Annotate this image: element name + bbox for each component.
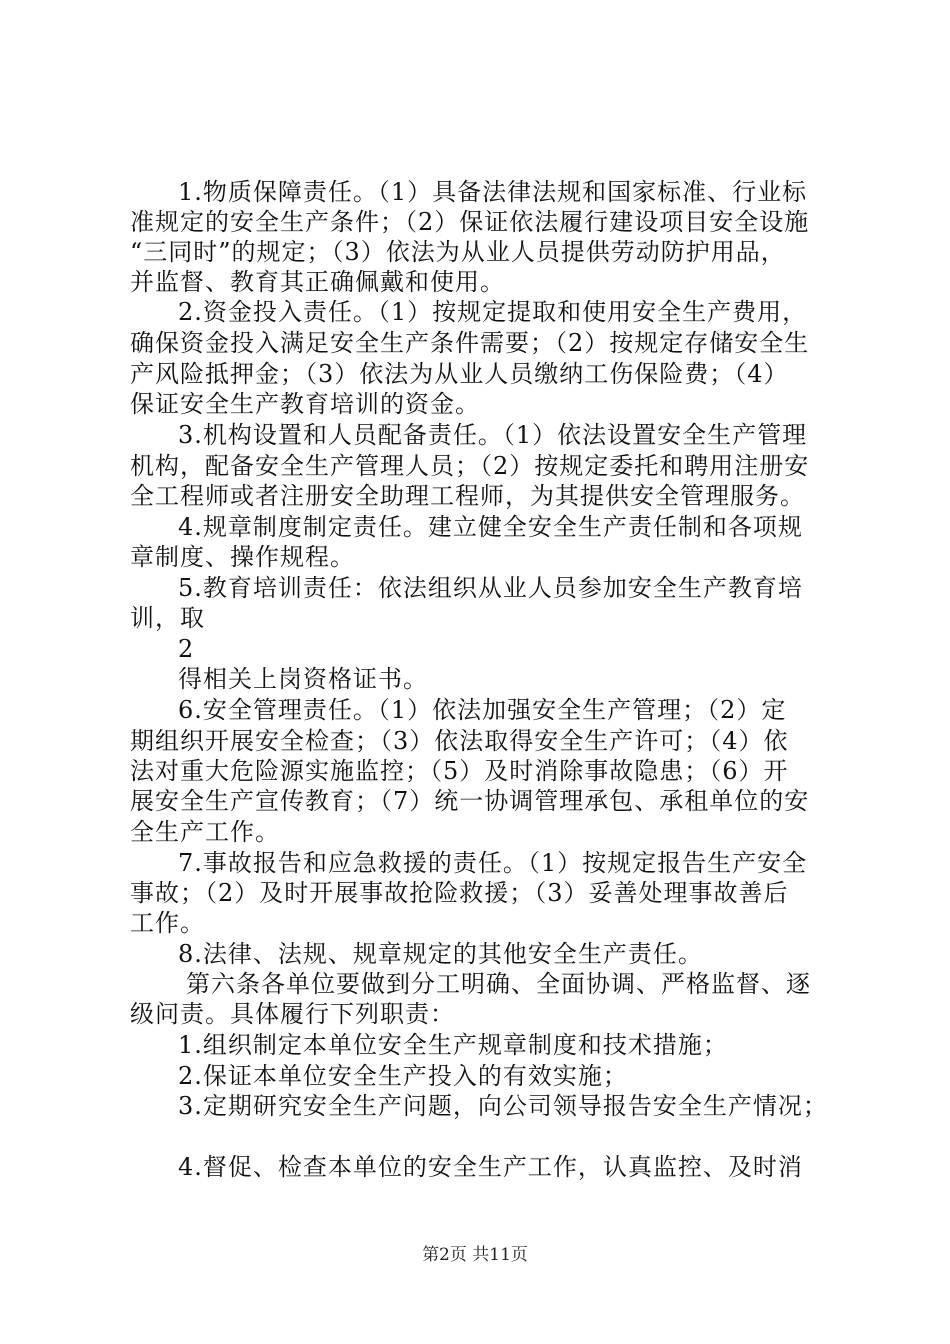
text-line: 章制度、操作规程。 [130,543,355,571]
text-line: 展安全生产宣传教育；（7）统一协调管理承包、承租单位的安 [130,787,810,815]
text-line: 4.规章制度制定责任。建立健全安全生产责任制和各项规 [178,513,803,541]
text-line: 全工程师或者注册安全助理工程师，为其提供安全管理服务。 [130,482,805,510]
text-line: 确保资金投入满足安全生产条件需要；（2）按规定存储安全生 [130,329,810,357]
page-footer: 第2页 共11页 [422,1245,528,1265]
text-line: 3.机构设置和人员配备责任。（1）依法设置安全生产管理 [178,421,808,449]
text-line: 2.资金投入责任。（1）按规定提取和使用安全生产费用， [178,298,808,326]
text-line: 级问责。具体履行下列职责： [130,1000,455,1028]
text-line: 训，取 [130,604,205,632]
text-line: 工作。 [130,909,205,937]
text-line: 全生产工作。 [130,818,280,846]
page-break-number: 2 [178,635,195,663]
text-line: 产风险抵押金；（3）依法为从业人员缴纳工伤保险费；（4） [130,360,789,388]
text-line: 期组织开展安全检查；（3）依法取得安全生产许可；（4）依 [130,727,789,755]
text-line: 保证安全生产教育培训的资金。 [130,390,480,418]
text-line: 1.组织制定本单位安全生产规章制度和技术措施； [178,1031,728,1059]
text-line: 并监督、教育其正确佩戴和使用。 [130,268,505,296]
text-line: 机构，配备安全生产管理人员；（2）按规定委托和聘用注册安 [130,452,810,480]
text-line: 4.督促、检查本单位的安全生产工作，认真监控、及时消 [178,1153,803,1181]
text-line: 2.保证本单位安全生产投入的有效实施； [178,1062,628,1090]
text-line: 5.教育培训责任：依法组织从业人员参加安全生产教育培 [178,574,803,602]
text-line: 3.定期研究安全生产问题，向公司领导报告安全生产情况； [178,1092,828,1120]
text-line: 准规定的安全生产条件；（2）保证依法履行建设项目安全设施 [130,208,810,236]
text-line: 事故；（2）及时开展事故抢险救援；（3）妥善处理事故善后 [130,879,789,907]
text-line: 8.法律、法规、规章规定的其他安全生产责任。 [178,940,703,968]
text-line: “三同时”的规定；（3）依法为从业人员提供劳动防护用品， [130,238,786,266]
text-line: 第六条各单位要做到分工明确、全面协调、严格监督、逐 [186,970,811,998]
text-line: 法对重大危险源实施监控；（5）及时消除事故隐患；（6）开 [130,757,789,785]
text-line: 6.安全管理责任。（1）依法加强安全生产管理；（2）定 [178,696,787,724]
text-line: 7.事故报告和应急救援的责任。（1）按规定报告生产安全 [178,849,808,877]
text-line: 1.物质保障责任。（1）具备法律法规和国家标准、行业标 [178,178,808,206]
text-line: 得相关上岗资格证书。 [178,665,428,693]
